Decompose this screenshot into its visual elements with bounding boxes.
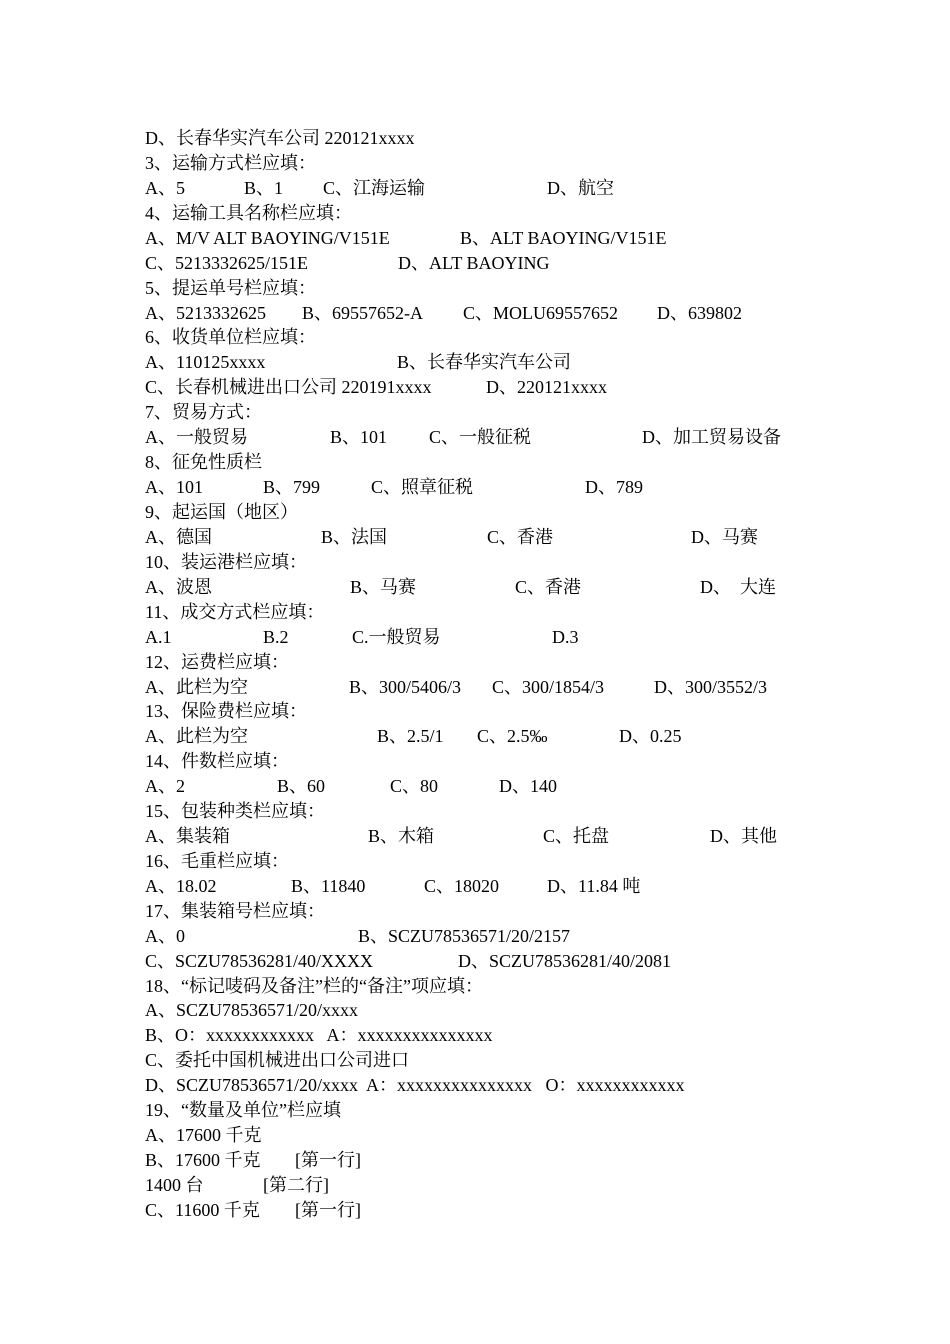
option-line bbox=[145, 176, 614, 200]
row-note: [第二行] bbox=[263, 1175, 329, 1195]
question-text: 13、保险费栏应填： bbox=[145, 701, 307, 721]
option-c: C、300/1854/3 bbox=[492, 677, 605, 697]
question-text: 8、征免性质栏 bbox=[145, 452, 262, 472]
option-line bbox=[145, 924, 571, 948]
option-line bbox=[145, 1173, 329, 1197]
option-d: D、SCZU78536281/40/2081 bbox=[458, 951, 672, 971]
question-text: 9、起运国（地区） bbox=[145, 502, 298, 522]
option-b: B、2.5/1 bbox=[377, 726, 444, 746]
question-text: 3、运输方式栏应填： bbox=[145, 153, 316, 173]
option-a: A、一般贸易 bbox=[145, 427, 248, 447]
option-b: B、ALT BAOYING/V151E bbox=[460, 228, 667, 248]
option-a: A、波恩 bbox=[145, 577, 212, 597]
option-b: B、马赛 bbox=[350, 577, 417, 597]
question-text: 6、收货单位栏应填： bbox=[145, 327, 316, 347]
option-a: A、18.02 bbox=[145, 876, 217, 896]
option-line bbox=[145, 475, 643, 499]
row-note: [第一行] bbox=[295, 1150, 361, 1170]
option-d: D、 大连 bbox=[700, 577, 776, 597]
option-d: D.3 bbox=[552, 627, 579, 647]
option-b: B、300/5406/3 bbox=[349, 677, 462, 697]
option-c: C、照章征税 bbox=[371, 477, 474, 497]
option-a: A、5 bbox=[145, 178, 185, 198]
option-line bbox=[145, 625, 579, 649]
option-b: B、木箱 bbox=[368, 826, 435, 846]
option-a: A、德国 bbox=[145, 527, 212, 547]
option-c: C、SCZU78536281/40/XXXX bbox=[145, 951, 374, 971]
option-b: B、799 bbox=[263, 477, 321, 497]
question-text: 16、毛重栏应填： bbox=[145, 851, 289, 871]
option-c: C、80 bbox=[390, 776, 439, 796]
option-line bbox=[145, 675, 768, 699]
option-b: B、长春华实汽车公司 bbox=[397, 352, 572, 372]
question-text: 14、件数栏应填： bbox=[145, 751, 289, 771]
option-a: A、此栏为空 bbox=[145, 726, 248, 746]
option-c: C、MOLU69557652 bbox=[463, 303, 619, 323]
option-c: C、5213332625/151E bbox=[145, 253, 309, 273]
option-line bbox=[145, 724, 682, 748]
option-a: A、此栏为空 bbox=[145, 677, 248, 697]
question-text: 5、提运单号栏应填： bbox=[145, 278, 316, 298]
option-b: B、11840 bbox=[291, 876, 366, 896]
option-line bbox=[145, 251, 550, 275]
option-d: D、马赛 bbox=[691, 527, 758, 547]
option-a: A、17600 千克 bbox=[145, 1125, 262, 1145]
option-a: A、2 bbox=[145, 776, 185, 796]
option-b: B、1 bbox=[244, 178, 284, 198]
option-line bbox=[145, 375, 607, 399]
option-a: A、5213332625 bbox=[145, 303, 266, 323]
option-d: D、11.84 吨 bbox=[547, 876, 641, 896]
option-b: B、60 bbox=[277, 776, 326, 796]
option-line bbox=[145, 525, 758, 549]
option-line bbox=[145, 350, 572, 374]
option-d: D、其他 bbox=[710, 826, 777, 846]
option-d: D、220121xxxx bbox=[486, 377, 607, 397]
option-c: C.一般贸易 bbox=[352, 627, 441, 647]
option-line bbox=[145, 425, 781, 449]
option-line bbox=[145, 824, 777, 848]
option-c: C、香港 bbox=[515, 577, 582, 597]
option-d: D、140 bbox=[499, 776, 557, 796]
option-c: C、香港 bbox=[487, 527, 554, 547]
option-line bbox=[145, 1198, 361, 1222]
option-text: D、长春华实汽车公司 220121xxxx bbox=[145, 128, 415, 148]
option-c: C、一般征税 bbox=[429, 427, 532, 447]
option-b: B、O：xxxxxxxxxxxx A：xxxxxxxxxxxxxxx bbox=[145, 1025, 493, 1045]
option-a: A.1 bbox=[145, 627, 172, 647]
option-line bbox=[145, 949, 672, 973]
question-text: 12、运费栏应填： bbox=[145, 652, 289, 672]
option-d: D、SCZU78536571/20/xxxx A：xxxxxxxxxxxxxxx O：xxxxxxxxxxxx bbox=[145, 1075, 685, 1095]
option-d: D、300/3552/3 bbox=[654, 677, 768, 697]
question-text: 7、贸易方式： bbox=[145, 402, 262, 422]
option-b: B、法国 bbox=[321, 527, 388, 547]
option-line bbox=[145, 226, 667, 250]
option-b: B、101 bbox=[330, 427, 388, 447]
option-a: A、110125xxxx bbox=[145, 352, 266, 372]
option-d: D、0.25 bbox=[619, 726, 682, 746]
option-a: A、0 bbox=[145, 926, 185, 946]
option-line bbox=[145, 575, 776, 599]
option-b: B、69557652-A bbox=[302, 303, 423, 323]
option-c: C、长春机械进出口公司 220191xxxx bbox=[145, 377, 432, 397]
option-a: A、集装箱 bbox=[145, 826, 230, 846]
option-b: B.2 bbox=[263, 627, 289, 647]
option-c: C、委托中国机械进出口公司进口 bbox=[145, 1050, 410, 1070]
option-d: D、航空 bbox=[547, 178, 614, 198]
option-a: A、M/V ALT BAOYING/V151E bbox=[145, 228, 390, 248]
option-d: D、加工贸易设备 bbox=[642, 427, 781, 447]
option-d: D、789 bbox=[585, 477, 643, 497]
question-text: 4、运输工具名称栏应填： bbox=[145, 203, 352, 223]
option-line bbox=[145, 874, 641, 898]
option-c: C、托盘 bbox=[543, 826, 610, 846]
option-c: C、江海运输 bbox=[323, 178, 426, 198]
option-line bbox=[145, 1148, 361, 1172]
question-text: 10、装运港栏应填： bbox=[145, 552, 307, 572]
question-text: 18、“标记唛码及备注”栏的“备注”项应填： bbox=[145, 976, 483, 996]
option-line bbox=[145, 774, 557, 798]
option-c: C、18020 bbox=[424, 876, 500, 896]
option-c: C、11600 千克 bbox=[145, 1200, 260, 1220]
option-c: C、2.5‰ bbox=[477, 726, 548, 746]
question-text: 15、包装种类栏应填： bbox=[145, 801, 325, 821]
option-b: B、SCZU78536571/20/2157 bbox=[358, 926, 571, 946]
option-b: B、17600 千克 bbox=[145, 1150, 261, 1170]
option-d: D、ALT BAOYING bbox=[398, 253, 550, 273]
question-text: 11、成交方式栏应填： bbox=[145, 602, 325, 622]
question-text: 19、“数量及单位”栏应填 bbox=[145, 1100, 341, 1120]
row-note: [第一行] bbox=[295, 1200, 361, 1220]
option-a: A、SCZU78536571/20/xxxx bbox=[145, 1000, 359, 1020]
question-text: 17、集装箱号栏应填： bbox=[145, 901, 325, 921]
option-continuation: 1400 台 bbox=[145, 1175, 204, 1195]
option-d: D、639802 bbox=[657, 303, 742, 323]
option-line bbox=[145, 301, 742, 325]
option-a: A、101 bbox=[145, 477, 203, 497]
